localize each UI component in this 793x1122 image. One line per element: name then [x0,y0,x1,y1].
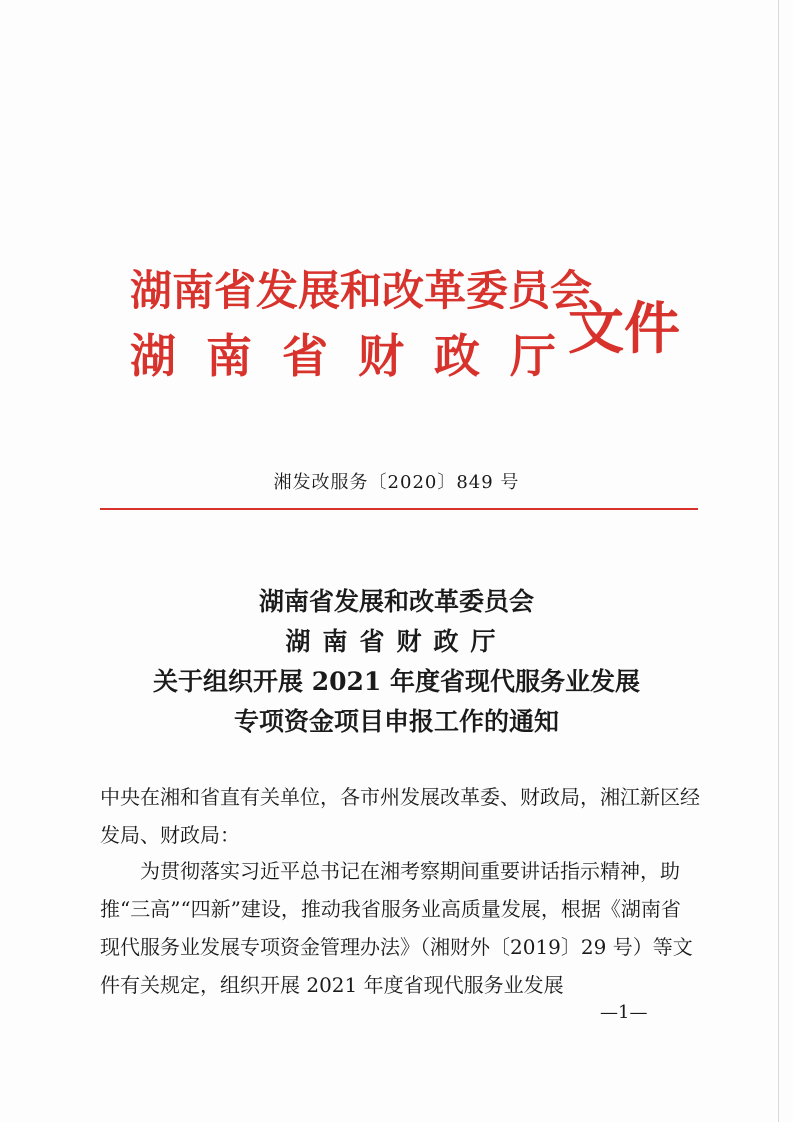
issuer-line-2: 湖南省财政厅 [130,329,586,383]
page-edge [778,0,779,1122]
addressee: 中央在湘和省直有关单位，各市州发展改革委、财政局，湘江新区经发局、财政局： [100,785,700,847]
title-line-2: 专项资金项目申报工作的通知 [233,707,559,736]
issuer-suffix: 文件 [568,296,680,362]
title-block [0,582,793,742]
title-org-1: 湖南省发展和改革委员会 [258,587,534,616]
title-org-2: 湖南省财政厅 [285,627,508,656]
issuer-line-1: 湖南省发展和改革委员会 [130,266,593,315]
red-divider [100,508,698,510]
document-number: 湘发改服务〔2020〕849 号 [273,472,520,493]
body-paragraph: 为贯彻落实习近平总书记在湘考察期间重要讲话指示精神，助推“三高”“四新”建设，推动我省服务业高质量发展，根据《湖南省现代服务业发展专项资金管理办法》（湘财外〔2019〕29 号）等文件有关规定，组织开展 2021 年度省现代服务业发展 [100,859,693,997]
page-number: —1— [600,1002,648,1023]
title-line-1: 关于组织开展 2021 年度省现代服务业发展 [153,667,640,696]
